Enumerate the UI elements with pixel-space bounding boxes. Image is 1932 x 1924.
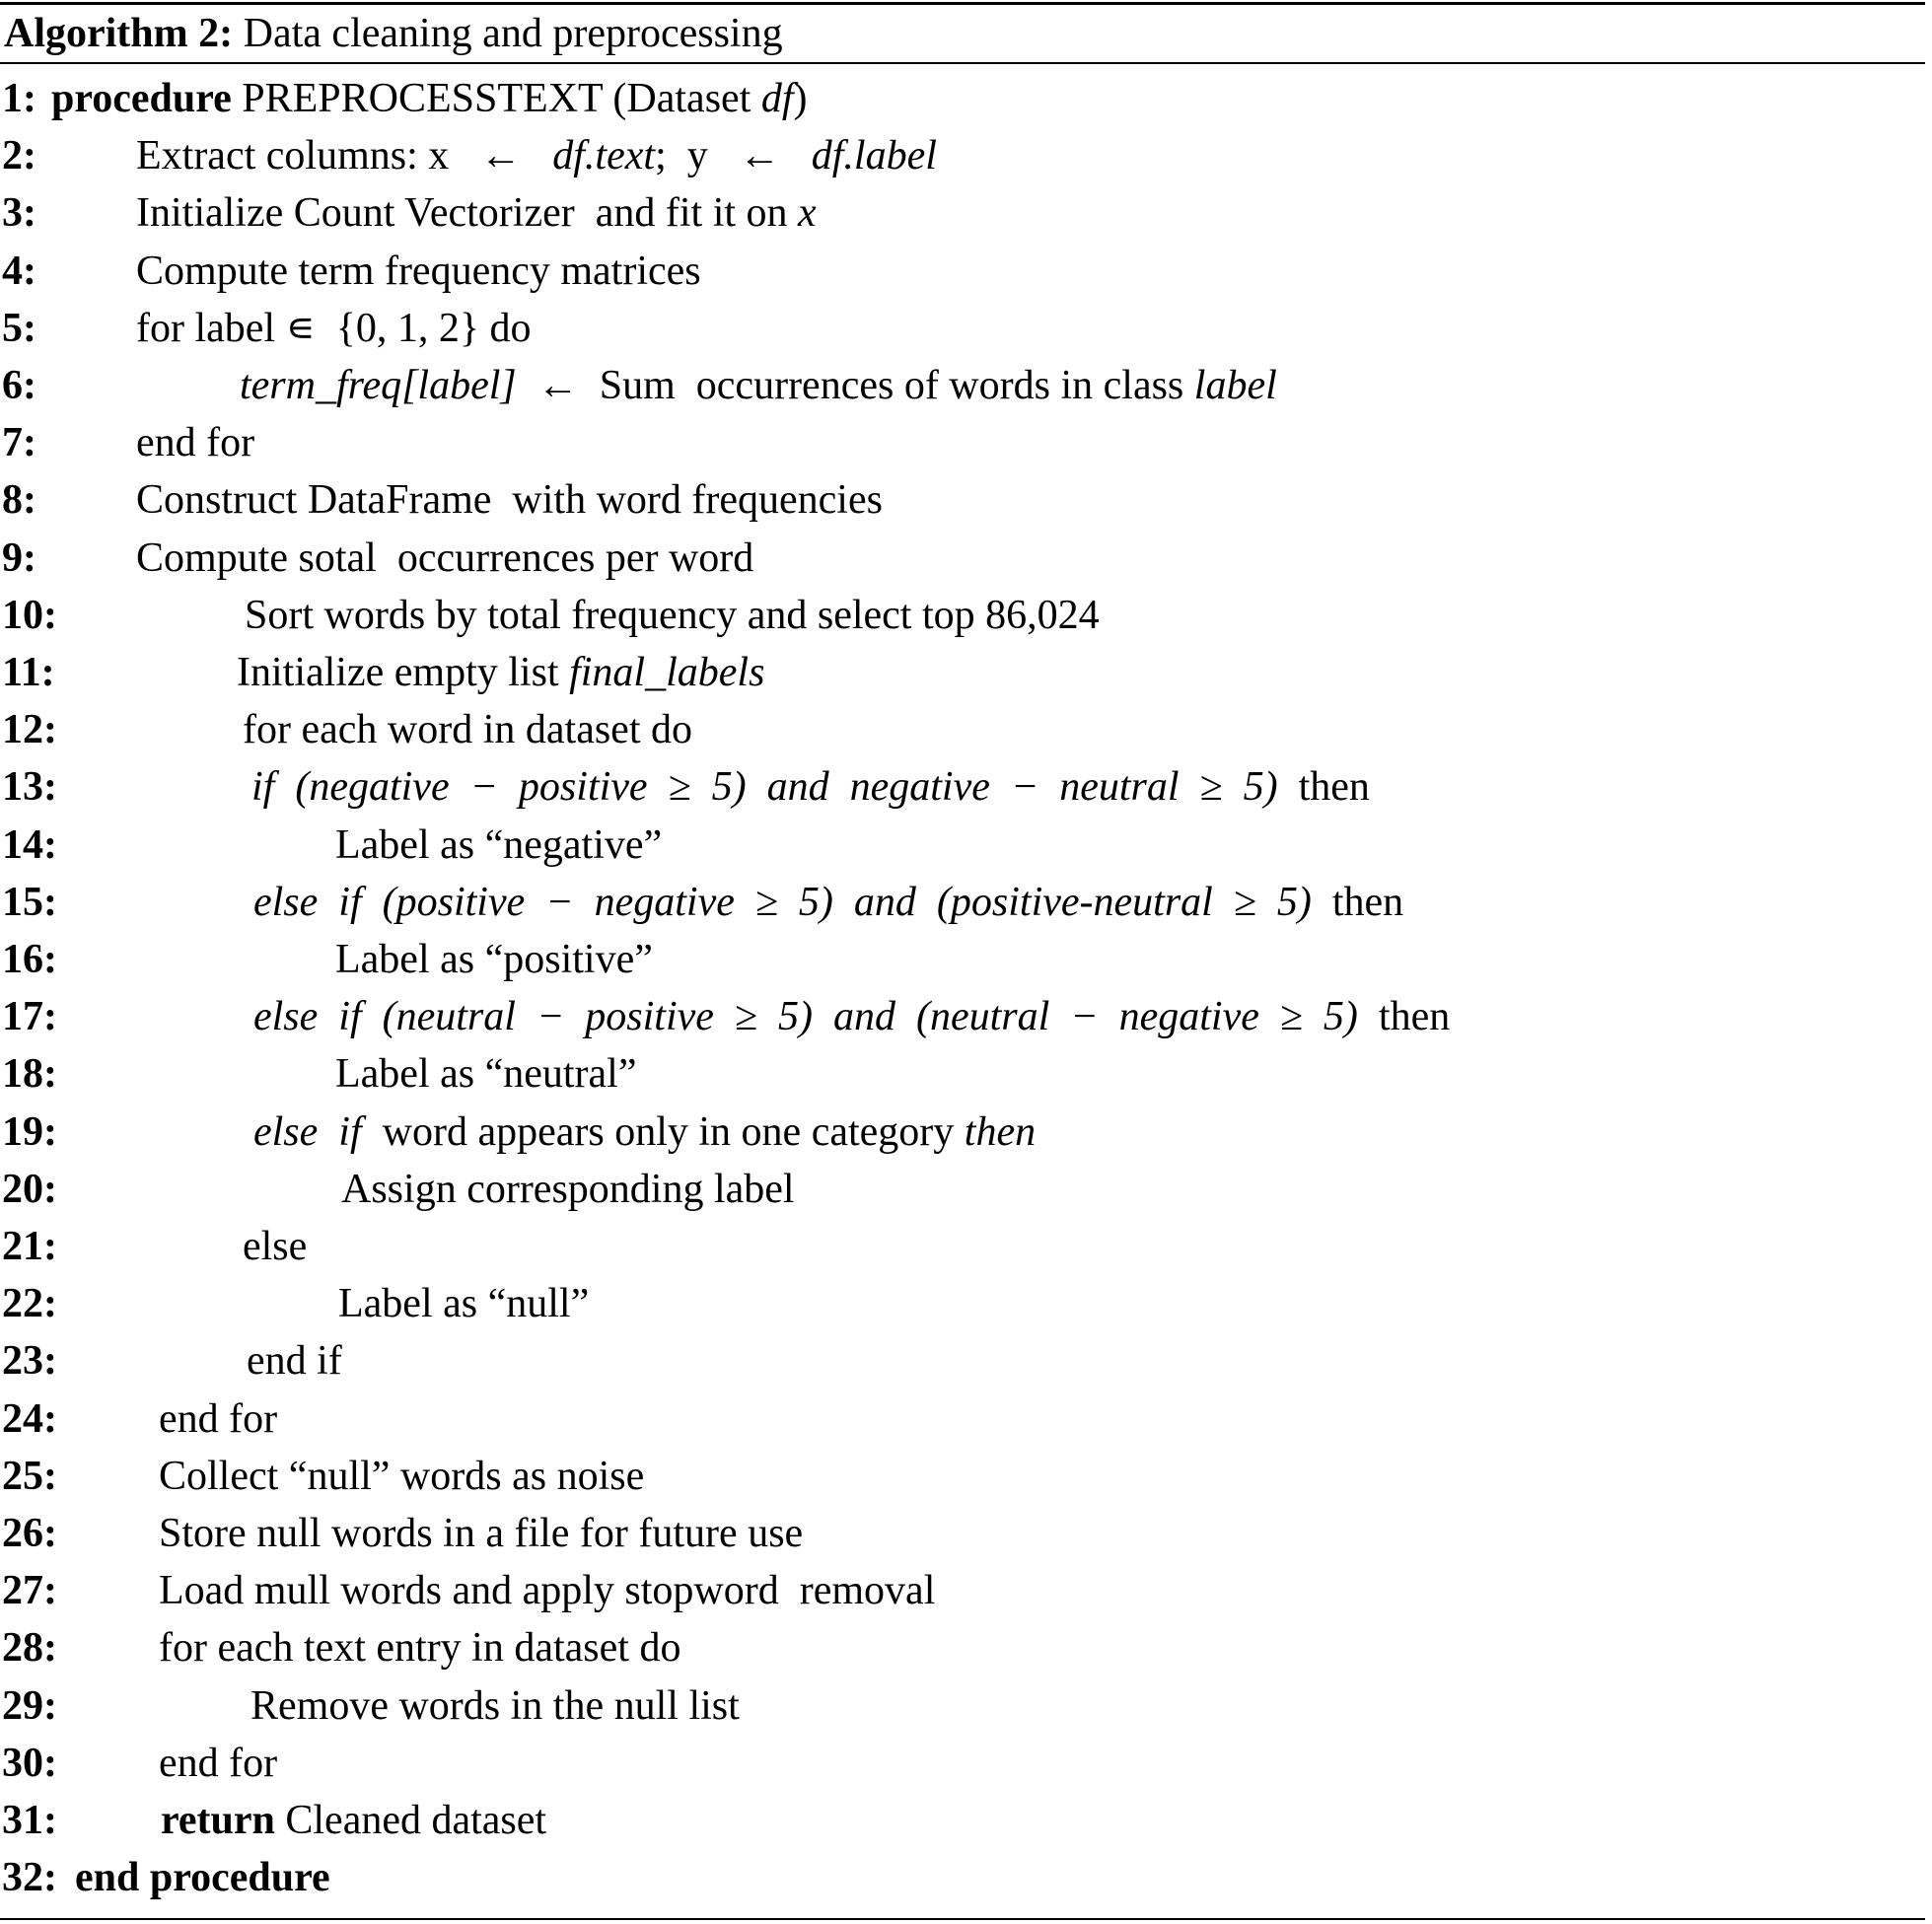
code-text: end for xyxy=(159,1395,278,1442)
code-text: Initialize empty list xyxy=(237,650,570,695)
line-number: 17: xyxy=(2,994,57,1040)
line-number: 23: xyxy=(2,1338,57,1385)
code-text: Initialize Count Vectorizer and fit it on xyxy=(136,190,799,237)
math-text: x xyxy=(798,190,817,237)
code-text: Sort words by total frequency and select top 86,024 xyxy=(245,592,1100,638)
line-number: 27: xyxy=(2,1568,57,1614)
line-number: 32: xyxy=(2,1855,57,1901)
line-code xyxy=(247,1332,342,1390)
line-code xyxy=(136,127,937,184)
math-text: df.label xyxy=(811,133,937,179)
code-text: Cleaned dataset xyxy=(274,1798,547,1843)
line-code xyxy=(161,1792,546,1849)
line-number: 6: xyxy=(2,363,36,408)
line-number: 31: xyxy=(2,1798,57,1843)
code-text: Assign corresponding label xyxy=(341,1166,795,1212)
line-code xyxy=(335,1045,636,1103)
code-text: Construct DataFrame with word frequencies xyxy=(136,477,883,524)
line-number: 19: xyxy=(2,1108,57,1155)
math-text: else if (neutral − positive ≥ 5) and (neutral − negative ≥ 5) xyxy=(253,994,1358,1040)
line-number: 29: xyxy=(2,1682,57,1729)
line-code xyxy=(136,300,532,357)
code-text: Label as “negative” xyxy=(335,821,663,868)
code-text: then xyxy=(1311,879,1404,925)
line-code xyxy=(159,1505,803,1562)
code-text: Compute term frequency matrices xyxy=(136,248,701,294)
line-code xyxy=(136,414,254,471)
line-code xyxy=(251,758,1370,816)
line-number: 5: xyxy=(2,305,36,351)
code-text: ; y ← xyxy=(655,133,812,179)
code-text: Label as “positive” xyxy=(335,937,653,982)
code-text: then xyxy=(1277,764,1370,811)
line-number: 22: xyxy=(2,1281,57,1327)
math-text: if (negative − positive ≥ 5) and negative − neutral ≥ 5) xyxy=(251,764,1278,811)
line-number: 28: xyxy=(2,1625,57,1672)
keyword: end procedure xyxy=(75,1855,330,1901)
code-text: PREPROCESSTEXT (Dataset xyxy=(231,76,761,121)
code-text: Compute sotal occurrences per word xyxy=(136,534,754,581)
line-number: 16: xyxy=(2,937,57,982)
code-text: then xyxy=(1357,994,1451,1040)
math-text: term_freq[label] xyxy=(240,363,517,408)
line-number: 10: xyxy=(2,592,57,638)
line-number: 26: xyxy=(2,1511,57,1556)
code-text: Remove words in the null list xyxy=(250,1682,740,1729)
line-number: 3: xyxy=(2,190,36,237)
line-number: 4: xyxy=(2,248,36,294)
bottom-rule xyxy=(0,1918,1925,1920)
line-number: 25: xyxy=(2,1453,57,1499)
line-code xyxy=(136,184,817,242)
code-text: Label as “neutral” xyxy=(335,1051,637,1098)
line-code xyxy=(335,931,653,988)
line-number: 7: xyxy=(2,420,36,466)
keyword: return xyxy=(161,1798,275,1843)
line-number: 2: xyxy=(2,133,36,179)
line-code xyxy=(250,1677,740,1735)
code-text: for each text entry in dataset do xyxy=(159,1625,681,1672)
line-code xyxy=(243,1218,307,1275)
line-code xyxy=(253,874,1403,931)
code-text: end for xyxy=(136,420,255,466)
line-code xyxy=(136,243,701,300)
line-number: 11: xyxy=(2,650,55,695)
line-number: 24: xyxy=(2,1395,57,1442)
code-text: for each word in dataset do xyxy=(243,707,692,753)
math-text: df.text xyxy=(552,133,656,179)
line-number: 30: xyxy=(2,1740,57,1786)
line-code xyxy=(51,70,808,127)
line-code xyxy=(237,644,764,701)
algorithm-title: Data cleaning and preprocessing xyxy=(243,11,783,56)
caption-rule xyxy=(0,62,1925,64)
math-text: then xyxy=(964,1108,1037,1155)
line-code xyxy=(136,471,883,529)
line-code xyxy=(159,1619,680,1676)
code-text: ) xyxy=(793,76,808,121)
line-number: 14: xyxy=(2,821,57,868)
line-code xyxy=(159,1390,277,1448)
line-code xyxy=(245,587,1100,644)
line-number: 15: xyxy=(2,879,57,925)
code-text: Extract columns: x ← xyxy=(136,133,553,179)
line-number: 21: xyxy=(2,1224,57,1269)
code-text: Label as “null” xyxy=(338,1281,590,1327)
code-text: for label ∊ {0, 1, 2} do xyxy=(136,305,532,351)
algorithm-label: Algorithm 2: xyxy=(4,11,234,56)
line-code xyxy=(240,357,1277,414)
code-text: word appears only in one category xyxy=(361,1108,965,1155)
math-text: final_labels xyxy=(569,650,765,695)
line-number: 13: xyxy=(2,764,57,811)
math-text: df xyxy=(760,76,794,121)
line-code xyxy=(341,1161,795,1218)
line-code xyxy=(253,1104,1036,1161)
math-text: label xyxy=(1193,363,1277,408)
math-text: else if xyxy=(253,1108,362,1155)
line-code xyxy=(338,1275,589,1332)
line-code xyxy=(243,701,692,758)
line-number: 12: xyxy=(2,707,57,753)
line-number: 18: xyxy=(2,1051,57,1098)
code-text: end if xyxy=(247,1338,342,1385)
line-number: 9: xyxy=(2,534,36,581)
line-code xyxy=(75,1849,330,1906)
keyword: procedure xyxy=(51,76,232,121)
math-text: else if (positive − negative ≥ 5) and (positive-neutral ≥ 5) xyxy=(253,879,1312,925)
line-code xyxy=(159,1448,644,1505)
line-number: 8: xyxy=(2,477,36,524)
code-text: ← Sum occurrences of words in class xyxy=(516,363,1194,408)
line-code xyxy=(335,817,662,874)
algorithm-caption xyxy=(4,6,783,61)
top-rule xyxy=(0,2,1925,5)
line-number: 1: xyxy=(2,76,36,121)
code-text: else xyxy=(243,1224,308,1269)
code-text: Collect “null” words as noise xyxy=(159,1453,645,1499)
line-code xyxy=(136,530,753,587)
line-code xyxy=(253,988,1450,1045)
line-code xyxy=(159,1735,277,1792)
code-text: Store null words in a file for future use xyxy=(159,1511,804,1556)
line-code xyxy=(159,1562,935,1619)
code-text: Load mull words and apply stopword removal xyxy=(159,1568,936,1614)
code-text: end for xyxy=(159,1740,278,1786)
line-number: 20: xyxy=(2,1166,57,1212)
